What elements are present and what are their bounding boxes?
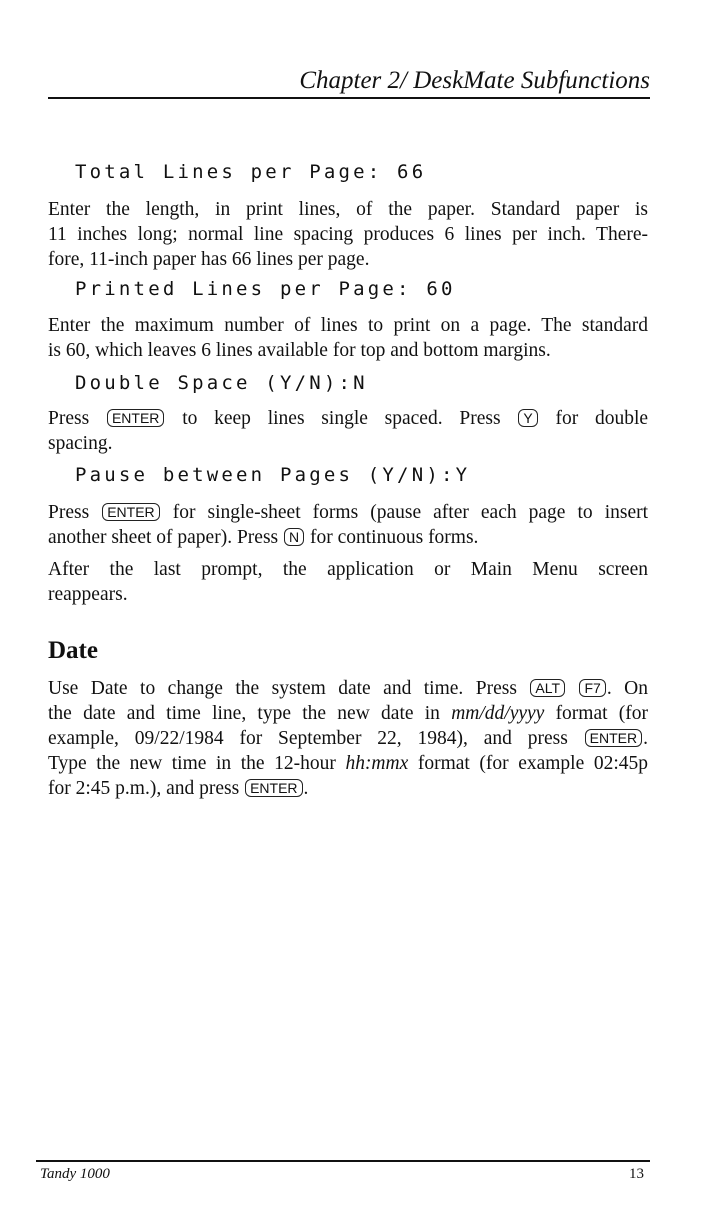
text-line [48,676,648,701]
paragraph-date [48,676,648,801]
time-format: hh:mmx [345,753,409,774]
text-run: format (for example 02:45p [417,753,648,774]
text-run: Press [48,502,90,523]
text-line: Enter the maximum number of lines to print on a page. The standard [48,315,648,336]
prompt-total-lines: Total Lines per Page: 66 [75,161,427,183]
text-line: After the last prompt, the application or Main Menu screen [48,559,648,580]
section-heading-date: Date [48,637,98,664]
text-run: for continuous forms. [310,527,479,548]
enter-key: ENTER [102,503,159,521]
enter-key: ENTER [107,409,164,427]
text-run: . [643,728,648,749]
text-run: the date and time line, type the new date in [48,703,440,724]
paragraph-pause [48,500,648,550]
text-line [48,726,648,751]
text-run: . On [606,678,648,699]
page-number: 13 [629,1166,644,1182]
date-format: mm/dd/yyyy [451,703,545,724]
f7-key: F7 [579,679,605,697]
text-run: format (for [555,703,649,724]
text-line: fore, 11-inch paper has 66 lines per page. [48,249,370,270]
running-header: Chapter 2/ DeskMate Subfunctions [299,67,650,94]
paragraph-after-last-prompt [48,557,648,607]
text-run: for 2:45 p.m.), and press [48,778,240,799]
header-rule [48,97,650,99]
text-run: to keep lines single spaced. Press [182,408,501,429]
paragraph-total-lines [48,197,648,272]
text-line: is 60, which leaves 6 lines available for top and bottom margins. [48,340,551,361]
paragraph-printed-lines [48,313,648,363]
enter-key: ENTER [585,729,642,747]
text-run: for double [555,408,649,429]
footer-rule [36,1160,650,1162]
text-line [48,751,648,776]
text-line: reappears. [48,584,128,605]
paragraph-double-space [48,406,648,456]
text-run: . [303,778,309,799]
text-line [48,406,648,431]
text-run: example, 09/22/1984 for September 22, 1984), and press [48,728,568,749]
prompt-printed-lines: Printed Lines per Page: 60 [75,278,456,300]
prompt-pause-between-pages: Pause between Pages (Y/N):Y [75,464,471,486]
text-line: spacing. [48,433,113,454]
text-run: Type the new time in the 12-hour [48,753,336,774]
y-key: Y [518,409,537,427]
prompt-double-space: Double Space (Y/N):N [75,372,368,394]
enter-key: ENTER [245,779,302,797]
text-line [48,776,648,801]
text-line: 11 inches long; normal line spacing produces 6 lines per inch. There- [48,224,648,245]
text-line [48,701,648,726]
text-run: another sheet of paper). Press [48,527,279,548]
text-line [48,525,648,550]
text-line: Enter the length, in print lines, of the paper. Standard paper is [48,199,648,220]
n-key: N [284,528,304,546]
text-line [48,500,648,525]
text-run: Use Date to change the system date and time. Press [48,678,517,699]
footer-title: Tandy 1000 [40,1166,110,1182]
alt-key: ALT [530,679,565,697]
text-run: Press [48,408,90,429]
text-run: for single-sheet forms (pause after each page to insert [172,502,649,523]
